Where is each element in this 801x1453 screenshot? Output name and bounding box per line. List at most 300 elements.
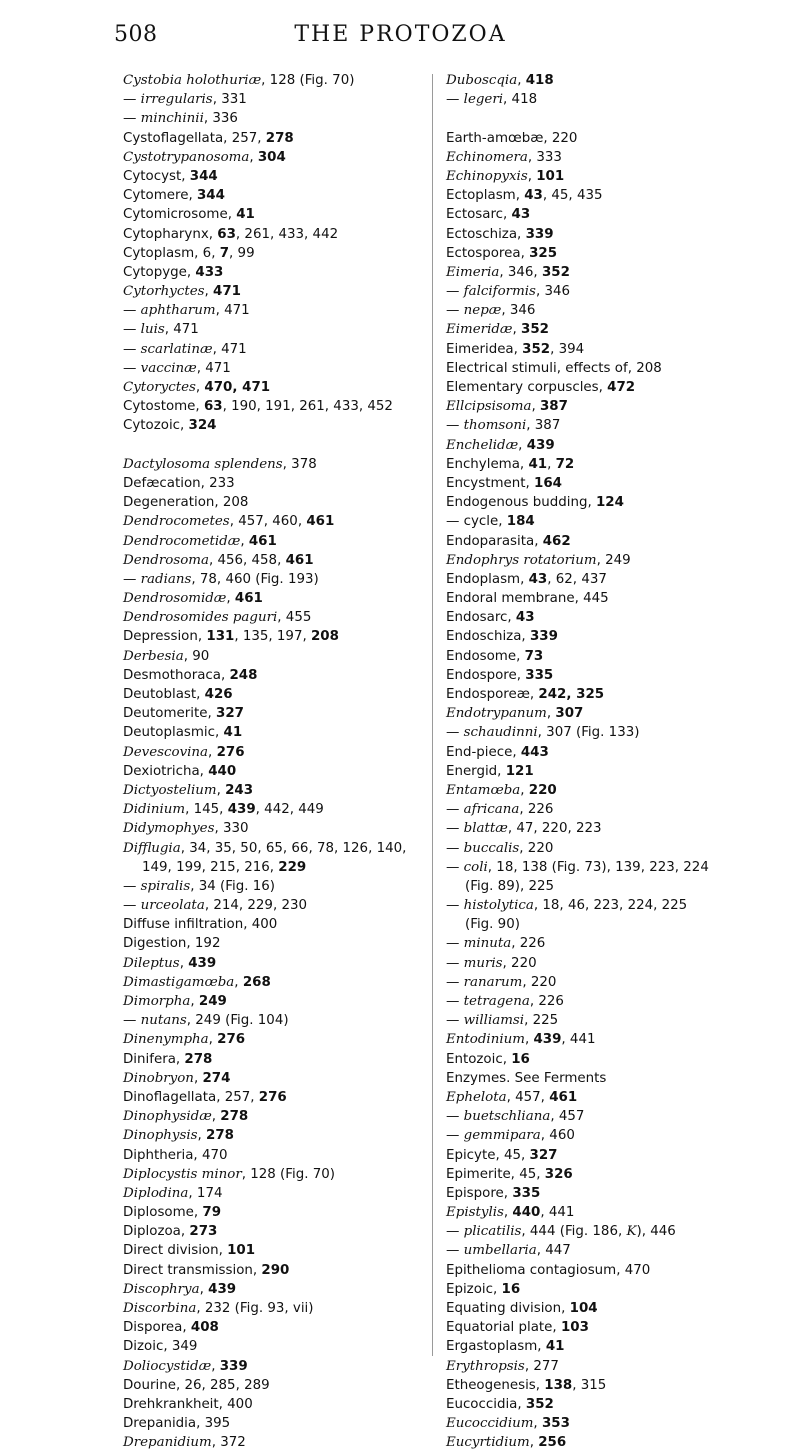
index-text: , 441: [540, 1205, 575, 1221]
page-ref-bold: 63: [203, 399, 223, 415]
index-text: Earth-amœbæ, 220: [446, 130, 578, 146]
index-text: ,: [211, 1358, 220, 1374]
index-entry: [446, 743, 798, 762]
index-text: —: [446, 955, 464, 971]
index-text: —: [446, 859, 464, 875]
page-ref-bold: 439: [227, 802, 256, 818]
page-ref-bold: 73: [524, 648, 544, 664]
index-term-italic: minuta: [463, 936, 512, 952]
index-term-italic: Didinium: [123, 802, 186, 818]
index-entry: [123, 781, 423, 800]
index-text: ,: [503, 1205, 513, 1221]
index-term-italic: Dendrosoma: [123, 552, 209, 568]
index-term-italic: spiralis: [140, 878, 191, 894]
index-entry: [123, 1050, 423, 1069]
page-ref-bold: 41: [528, 456, 548, 472]
index-term-italic: Duboscqia: [446, 73, 518, 88]
index-entry: [446, 647, 798, 666]
index-text: Enchylema,: [446, 456, 529, 472]
page-ref-bold: 439: [188, 955, 217, 971]
page-ref-bold: 461: [234, 591, 263, 607]
index-entry: [446, 1184, 798, 1203]
index-text: Endosome,: [446, 648, 525, 664]
index-term-italic: tetragena: [463, 994, 530, 1009]
index-text: Ergastoplasm,: [446, 1339, 546, 1355]
index-entry: [446, 608, 798, 627]
index-entry: [123, 589, 423, 608]
index-text: ,: [211, 1109, 221, 1125]
page-ref-bold: 433: [195, 264, 224, 280]
index-entry-continuation: [446, 877, 798, 896]
index-entry: [446, 1165, 798, 1184]
index-entry: [123, 1395, 423, 1414]
page-ref-bold: 79: [202, 1205, 222, 1221]
index-text: , 90: [183, 648, 210, 664]
index-entry: [123, 666, 423, 685]
index-text: Diplozoa,: [123, 1224, 190, 1240]
index-entry: [446, 532, 798, 551]
index-text: , 225: [524, 1013, 559, 1029]
page-ref-bold: 304: [257, 149, 286, 165]
page-ref-bold: 41: [223, 725, 243, 741]
page-ref-bold: 103: [560, 1320, 589, 1336]
page-ref-bold: 278: [206, 1128, 234, 1144]
index-text: , 471: [196, 360, 231, 376]
index-term-italic: Dinophysidæ: [123, 1109, 212, 1125]
index-text: —: [123, 360, 141, 376]
index-text: —: [123, 1013, 141, 1029]
index-text: Encystment,: [446, 475, 534, 491]
index-text: , 336: [203, 111, 238, 127]
page-ref-bold: 352: [541, 264, 570, 280]
index-term-italic: Dendrocometes: [123, 514, 230, 530]
page-ref-bold: 256: [538, 1435, 567, 1451]
page-ref-bold: 184: [506, 514, 535, 530]
index-text: , 456, 458,: [208, 552, 286, 568]
index-text: ,: [527, 168, 537, 184]
index-text: , 135, 197,: [234, 629, 311, 645]
index-text: Cytocyst,: [123, 168, 190, 184]
index-entry: [123, 762, 423, 781]
index-entry: [446, 1088, 798, 1107]
page-ref-bold: 461: [549, 1089, 578, 1105]
letter-group-spacer: [446, 109, 798, 128]
index-term-italic: Eucoccidium: [446, 1416, 534, 1432]
index-entry: [123, 359, 423, 378]
index-term-italic: scarlatinæ: [140, 341, 213, 357]
index-text: Endoparasita,: [446, 533, 543, 549]
index-term-italic: Eucyrtidium: [446, 1435, 530, 1451]
index-term-italic: Endophrys rotatorium: [446, 552, 597, 568]
index-column-right: [446, 71, 798, 1453]
page-ref-bold: 353: [541, 1416, 570, 1432]
index-text: Degeneration, 208: [123, 495, 249, 511]
index-entry: [446, 1261, 798, 1280]
index-entry: [446, 1146, 798, 1165]
index-text: ,: [195, 380, 205, 395]
page-ref-bold: 16: [501, 1281, 521, 1297]
index-entry: [446, 359, 798, 378]
page-ref-bold: 43: [511, 207, 531, 223]
index-text: ,: [179, 955, 189, 971]
index-text: , 471: [164, 322, 199, 338]
index-term-italic: Doliocystidæ: [123, 1358, 212, 1374]
index-text: , 447: [536, 1243, 571, 1259]
index-term-italic: Dileptus: [123, 955, 180, 971]
index-term-italic: Diplodina: [123, 1185, 189, 1201]
index-entry: [123, 167, 423, 186]
page-ref-bold: 41: [236, 207, 255, 223]
index-text: (Fig. 90): [465, 917, 520, 933]
index-text: , 457: [550, 1109, 585, 1125]
index-entry: [123, 1126, 423, 1145]
index-entry: [123, 205, 423, 224]
index-term-italic: Echinopyxis: [446, 168, 528, 184]
index-term-italic: Eimeria: [446, 264, 500, 280]
index-term-italic: urceolata: [140, 898, 205, 914]
index-term-italic: aphtharum: [140, 303, 216, 319]
page-ref-bold: 352: [525, 1396, 554, 1412]
index-text: —: [446, 802, 464, 818]
index-entry: [446, 512, 798, 531]
index-text: , 333: [527, 149, 562, 165]
page-ref-bold: 461: [306, 514, 335, 530]
index-text: —: [123, 322, 141, 338]
page-ref-bold: 426: [204, 687, 233, 702]
page-ref-bold: 268: [242, 974, 271, 990]
index-entry: [446, 1222, 798, 1241]
index-text: , 418: [503, 92, 538, 108]
index-text: —: [123, 92, 141, 108]
index-entry: [123, 1376, 423, 1395]
index-entry: [123, 1222, 423, 1241]
index-text: Endoplasm,: [446, 571, 529, 587]
index-entry: [123, 819, 423, 838]
index-term-italic: buetschliana: [463, 1109, 551, 1125]
index-text: Cystoflagellata, 257,: [123, 130, 266, 146]
index-text: ,: [190, 994, 199, 1009]
index-text: Direct transmission,: [123, 1262, 262, 1278]
index-text: — cycle,: [446, 514, 507, 530]
index-text: Endosporeæ,: [446, 687, 539, 702]
index-text: Energid,: [446, 763, 506, 779]
index-text: , 45, 435: [542, 188, 603, 204]
index-text: Cytostome,: [123, 399, 204, 415]
index-term-italic: africana: [463, 802, 520, 818]
index-term-italic: Epistylis: [446, 1205, 504, 1221]
index-text: Diplosome,: [123, 1205, 203, 1221]
index-entry: [446, 340, 798, 359]
index-entry: [123, 455, 423, 474]
index-entry: [446, 781, 798, 800]
index-text: ,: [518, 437, 527, 453]
index-text: Dexiotricha,: [123, 763, 209, 779]
page-ref-bold: 164: [534, 475, 562, 491]
index-entry: [446, 934, 798, 953]
index-text: , 372: [211, 1435, 246, 1451]
index-text: Epispore,: [446, 1185, 513, 1201]
page-ref-bold: 352: [521, 322, 549, 338]
index-term-italic: luis: [140, 322, 165, 338]
index-text: , 128 (Fig. 70): [241, 1166, 336, 1182]
index-entry: [123, 954, 423, 973]
page-ref-bold: 41: [545, 1339, 565, 1355]
index-term-italic: gemmipara: [463, 1128, 541, 1144]
index-entry: [123, 532, 423, 551]
page-header: [0, 22, 801, 62]
page-ref-bold: 327: [529, 1147, 558, 1163]
page-ref-bold: 418: [525, 73, 554, 88]
index-entry: [446, 570, 798, 589]
index-entry: [446, 263, 798, 282]
index-text: Cytozoic,: [123, 418, 189, 434]
index-text: ,: [197, 1128, 207, 1144]
index-entry: [446, 282, 798, 301]
index-entry: [446, 551, 798, 570]
index-entry: [123, 493, 423, 512]
page-ref-bold: 278: [265, 130, 294, 146]
page-ref-bold: 229: [278, 859, 307, 875]
index-entry: [446, 666, 798, 685]
index-term-italic: Cystotrypanosoma: [123, 149, 250, 165]
index-term-italic: Diplocystis minor: [123, 1166, 242, 1182]
index-text: —: [446, 303, 464, 319]
index-entry: [123, 915, 423, 934]
index-term-italic: Entamœba: [446, 782, 521, 798]
index-term-italic: blattæ: [463, 821, 508, 837]
index-entry: [123, 608, 423, 627]
page-ref-bold: 124: [595, 495, 624, 511]
index-entry: [123, 397, 423, 416]
index-term-italic: minchinii: [140, 111, 204, 127]
index-entry: [446, 1069, 798, 1088]
index-text: Digestion, 192: [123, 936, 221, 952]
index-text: Endoral membrane, 445: [446, 591, 609, 607]
index-term-italic: Discorbina: [123, 1301, 197, 1316]
index-entry: [446, 723, 798, 742]
page-ref-bold: 440: [512, 1205, 541, 1221]
page-ref-bold: 352: [522, 341, 551, 357]
index-term-italic: Derbesia: [123, 648, 184, 664]
index-entry: [446, 474, 798, 493]
index-text: , 394: [550, 341, 585, 357]
index-entry: [123, 570, 423, 589]
index-entry: [446, 589, 798, 608]
index-entry: [446, 800, 798, 819]
index-text: , 220: [502, 955, 537, 971]
index-entry: [446, 1203, 798, 1222]
page-ref-bold: 273: [189, 1224, 218, 1240]
index-term-italic: thomsoni: [463, 418, 527, 434]
page-ref-bold: 339: [219, 1358, 248, 1374]
index-text: Equating division,: [446, 1301, 570, 1316]
index-entry: [446, 1318, 798, 1337]
index-text: —: [446, 725, 464, 741]
index-text: Endosarc,: [446, 610, 516, 626]
index-text: , 315: [572, 1377, 607, 1393]
index-entry: [123, 1184, 423, 1203]
index-text: , 249 (Fig. 104): [186, 1013, 289, 1029]
index-text: ,: [520, 782, 529, 798]
index-text: Ectosporea,: [446, 245, 530, 261]
index-entry: [446, 436, 798, 455]
page-ref-bold: 278: [184, 1051, 213, 1067]
index-text: Cytomere,: [123, 188, 197, 204]
index-term-italic: williamsi: [463, 1013, 525, 1029]
running-head: THE PROTOZOA: [294, 22, 507, 47]
index-text: Dizoic, 349: [123, 1339, 198, 1355]
index-term-italic: K: [626, 1224, 637, 1240]
index-text: Equatorial plate,: [446, 1320, 561, 1336]
index-text: Eucoccidia,: [446, 1396, 526, 1412]
page-ref-bold: 63: [217, 226, 236, 242]
index-text: Electrical stimuli, effects of, 208: [446, 360, 662, 376]
index-term-italic: Dinobryon: [123, 1070, 194, 1086]
index-text: Drepanidia, 395: [123, 1416, 231, 1432]
index-text: —: [446, 821, 464, 837]
index-text: , 346: [535, 284, 571, 300]
page-ref-bold: 443: [520, 744, 549, 760]
index-entry: [123, 1318, 423, 1337]
page-ref-bold: 276: [217, 1032, 246, 1048]
index-entry: [446, 1414, 798, 1433]
page-ref-bold: 276: [216, 744, 245, 760]
index-entry: [123, 1337, 423, 1356]
index-entry: [123, 1203, 423, 1222]
page-ref-bold: 335: [512, 1185, 541, 1201]
index-text: ,: [547, 456, 556, 472]
page-ref-bold: 7: [219, 245, 230, 261]
index-term-italic: Drepanidium: [123, 1435, 212, 1451]
index-term-italic: Cytoryctes: [123, 380, 196, 395]
index-text: ,: [529, 1435, 539, 1451]
index-text: , 232 (Fig. 93, vii): [196, 1301, 314, 1316]
index-entry: [446, 1357, 798, 1376]
index-term-italic: Enchelidæ: [446, 437, 519, 453]
page-ref-bold: 439: [526, 437, 555, 453]
index-term-italic: falciformis: [463, 284, 536, 300]
index-term-italic: Eimeridæ: [446, 322, 513, 338]
index-text: Depression,: [123, 629, 207, 645]
index-text: ,: [512, 322, 522, 338]
index-text: ,: [531, 399, 540, 415]
index-text: Entozoic,: [446, 1051, 512, 1067]
index-text: , 277: [524, 1358, 559, 1374]
index-text: Cytopharynx,: [123, 226, 218, 242]
page-ref-bold: 462: [542, 533, 571, 549]
index-entry: [123, 743, 423, 762]
index-term-italic: Ellcipsisoma: [446, 399, 532, 415]
index-entry: [123, 512, 423, 531]
index-text: —: [446, 974, 464, 990]
index-entry: [446, 378, 798, 397]
index-entry: [446, 1126, 798, 1145]
index-term-italic: Dendrosomidæ: [123, 591, 227, 607]
index-term-italic: Echinomera: [446, 149, 528, 165]
index-text: ,: [208, 1032, 218, 1048]
index-entry: [446, 973, 798, 992]
index-entry: [123, 1030, 423, 1049]
page-ref-bold: 344: [196, 188, 225, 204]
index-text: Epithelioma contagiosum, 470: [446, 1262, 651, 1278]
index-entry: [123, 1069, 423, 1088]
index-entry: [123, 647, 423, 666]
index-text: —: [446, 840, 464, 856]
index-entry: [123, 71, 423, 90]
page-ref-bold: 326: [544, 1166, 573, 1182]
index-entry: [123, 685, 423, 704]
index-text: —: [123, 303, 141, 319]
index-text: ,: [533, 1416, 542, 1432]
page-ref-bold: 307: [555, 706, 584, 722]
index-term-italic: Discophrya: [123, 1281, 200, 1297]
index-text: Cytopyge,: [123, 264, 196, 280]
index-text: , 99: [229, 245, 255, 261]
page-ref-bold: 335: [525, 667, 554, 683]
index-term-italic: legeri: [463, 92, 504, 108]
index-entry: [446, 320, 798, 339]
index-text: ,: [208, 744, 217, 760]
index-entry: [123, 109, 423, 128]
index-text: Eimeridea,: [446, 341, 523, 357]
index-entry: [446, 762, 798, 781]
page-ref-bold: 43: [515, 610, 535, 626]
page-ref-bold: 440: [208, 763, 237, 779]
page-ref-bold: 276: [258, 1089, 287, 1105]
index-text: —: [123, 571, 141, 587]
index-term-italic: nepæ: [463, 303, 502, 319]
index-text: Epizoic,: [446, 1281, 502, 1297]
index-entry: [123, 896, 423, 915]
index-entry: [446, 1433, 798, 1452]
index-text: , 457,: [506, 1089, 550, 1105]
page-ref-bold: 242, 325: [538, 687, 605, 702]
index-text: , 145,: [185, 802, 228, 818]
index-term-italic: Dimastigamœba: [123, 974, 235, 990]
page-ref-bold: 439: [533, 1032, 562, 1048]
index-term-italic: Dimorpha: [123, 994, 191, 1009]
index-entry: [123, 1088, 423, 1107]
index-text: (Fig. 89), 225: [465, 878, 555, 894]
index-entry: [446, 186, 798, 205]
page-ref-bold: 461: [285, 552, 314, 568]
page-ref-bold: 208: [310, 629, 339, 645]
index-text: , 18, 46, 223, 224, 225: [533, 898, 688, 914]
page-ref-bold: 138: [544, 1377, 573, 1393]
page-ref-bold: 101: [227, 1243, 256, 1259]
page-ref-bold: 16: [511, 1051, 530, 1067]
index-text: , 220: [522, 974, 557, 990]
index-text: , 457, 460,: [229, 514, 307, 530]
index-term-italic: Ephelota: [446, 1089, 507, 1105]
index-text: , 62, 437: [547, 571, 607, 587]
page-ref-bold: 104: [569, 1301, 598, 1316]
index-text: , 214, 229, 230: [204, 898, 308, 914]
index-entry: [123, 282, 423, 301]
index-entry: [123, 627, 423, 646]
index-term-italic: vaccinæ: [140, 360, 197, 376]
page-ref-bold: 324: [188, 418, 217, 434]
page-ref-bold: 243: [225, 782, 254, 798]
index-entry: [446, 992, 798, 1011]
page-ref-bold: 339: [525, 226, 554, 242]
page-ref-bold: 248: [229, 667, 258, 683]
index-text: —: [446, 1109, 464, 1125]
page-ref-bold: 290: [261, 1262, 290, 1278]
index-entry: [123, 704, 423, 723]
index-text: , 460: [540, 1128, 575, 1144]
index-entry: [123, 416, 423, 435]
